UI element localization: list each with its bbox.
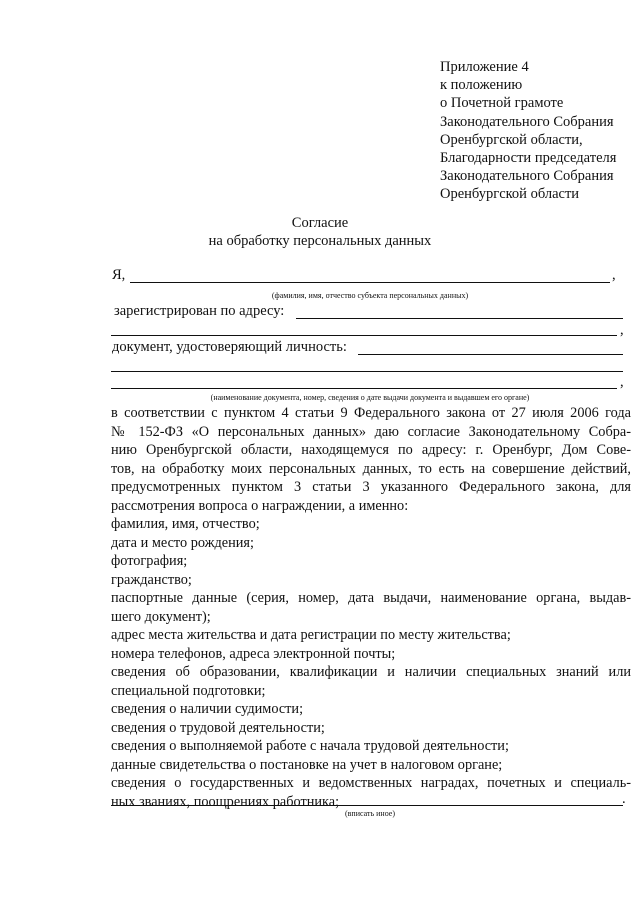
- list-item: сведения о наличии судимости;: [111, 701, 304, 717]
- list-item: дата и место рождения;: [111, 534, 254, 551]
- address-field-comma: ,: [620, 322, 624, 338]
- annex-line: Приложение 4: [440, 59, 529, 75]
- list-item: номера телефонов, адреса электронной почты;: [111, 645, 396, 662]
- document-field-line-3[interactable]: [111, 388, 617, 389]
- document-field-caption: (наименование документа, номер, сведения о дате выдачи документа и выдавшем его органе): [210, 393, 530, 402]
- paragraph-line: предусмотренных пунктом 3 статьи 3 указанного Федерального закона, для: [111, 479, 631, 495]
- annex-line: о Почетной грамоте: [440, 95, 564, 112]
- address-field-line-2[interactable]: [111, 335, 617, 336]
- list-item: гражданство;: [111, 571, 192, 588]
- paragraph-line: нию Оренбургской области, находящемуся по адресу: г. Оренбург, Дом Сове-: [111, 442, 631, 458]
- list-item: сведения об образовании, квалификации и наличии специальных знаний или: [111, 664, 631, 680]
- document-field-comma: ,: [620, 374, 624, 390]
- list-item: шего документ);: [111, 608, 211, 625]
- annex-line: Благодарности председателя: [440, 150, 617, 167]
- annex-header: [440, 58, 616, 204]
- list-item: сведения о выполняемой работе с начала трудовой деятельности;: [111, 738, 509, 754]
- address-field-line-1[interactable]: [296, 318, 623, 319]
- document-field-line-1[interactable]: [358, 354, 623, 355]
- name-field-line[interactable]: [130, 282, 610, 283]
- registered-label: зарегистрирован по адресу:: [114, 303, 285, 319]
- other-field-line[interactable]: [111, 805, 623, 806]
- list-item: ных званиях, поощрениях работника;: [111, 793, 340, 810]
- name-field-caption: (фамилия, имя, отчество субъекта персональных данных): [271, 291, 469, 300]
- list-item: фамилия, имя, отчество;: [111, 516, 260, 532]
- document-subtitle: на обработку персональных данных: [208, 233, 432, 249]
- list-item: сведения о государственных и ведомственных наградах, почетных и специаль-: [111, 775, 631, 791]
- paragraph-line: № 152-ФЗ «О персональных данных» даю согласие Законодательному Собра-: [111, 423, 631, 440]
- consent-text: [111, 404, 631, 811]
- ya-label: Я,: [112, 267, 126, 283]
- annex-line: Законодательного Собрания: [440, 113, 614, 130]
- list-item: специальной подготовки;: [111, 682, 266, 699]
- other-field-caption: (вписать иное): [344, 809, 395, 818]
- list-item: паспортные данные (серия, номер, дата выдачи, наименование органа, выдав-: [111, 590, 631, 606]
- paragraph-line: тов, на обработку моих персональных данных, то есть на совершение действий,: [111, 460, 631, 477]
- other-field-period: .: [622, 791, 626, 807]
- paragraph-line: в соответствии с пунктом 4 статьи 9 Федерального закона от 27 июля 2006 года: [111, 405, 631, 421]
- list-item: сведения о трудовой деятельности;: [111, 719, 325, 736]
- paragraph-line: рассмотрения вопроса о награждении, а именно:: [111, 497, 409, 514]
- list-item: данные свидетельства о постановке на учет в налоговом органе;: [111, 756, 503, 773]
- document-title: Согласие: [291, 215, 349, 231]
- name-field-comma: ,: [612, 267, 616, 283]
- list-item: адрес места жительства и дата регистрации по месту жительства;: [111, 627, 511, 643]
- document-field-line-2[interactable]: [111, 371, 623, 372]
- document-label: документ, удостоверяющий личность:: [112, 339, 347, 355]
- annex-line: Оренбургской области: [440, 186, 580, 203]
- annex-line: Законодательного Собрания: [440, 168, 614, 185]
- annex-line: Оренбургской области,: [440, 131, 583, 148]
- list-item: фотография;: [111, 553, 188, 569]
- annex-line: к положению: [440, 77, 523, 94]
